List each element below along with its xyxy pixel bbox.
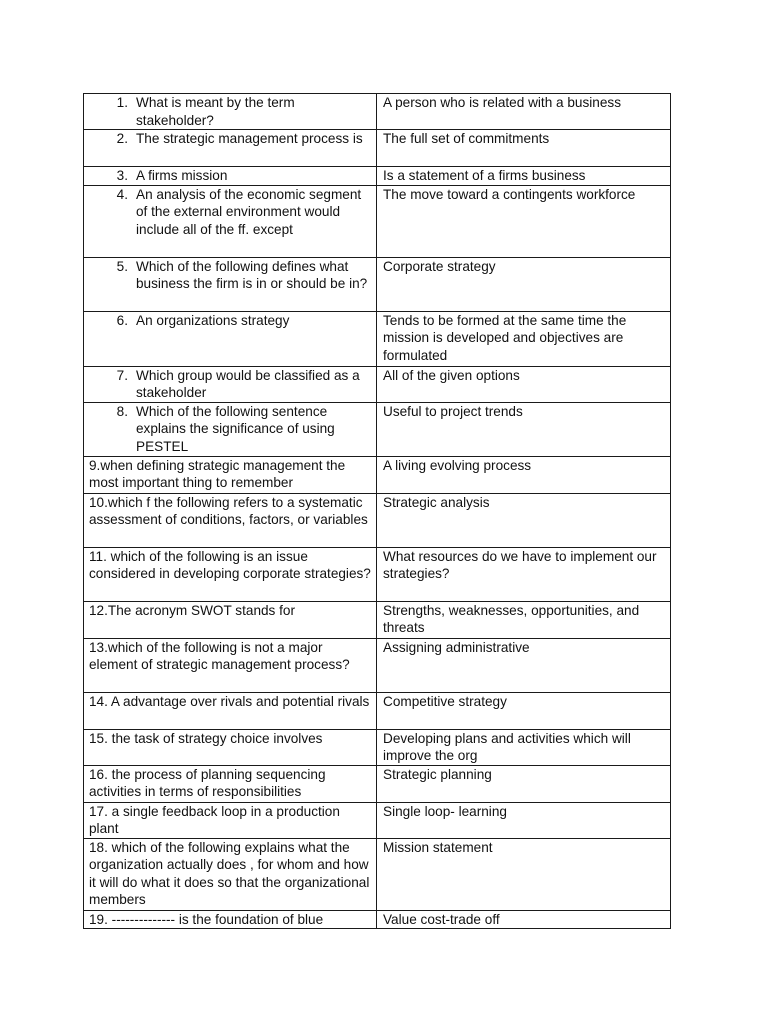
question-text: A firms mission <box>136 168 228 183</box>
question-text: What is meant by the term stakeholder? <box>136 95 295 128</box>
question-number: 8. <box>116 403 128 419</box>
question-cell <box>84 130 377 167</box>
answer-cell: Strategic planning <box>377 765 671 802</box>
question-text: An organizations strategy <box>136 312 290 328</box>
question-cell: 14. A advantage over rivals and potential rivals <box>84 692 377 729</box>
table-row <box>84 456 671 493</box>
question-number: 6. <box>116 312 128 328</box>
answer-cell: The full set of commitments <box>377 130 671 167</box>
question-text: Which of the following sentence explains the significance of using PESTEL <box>136 403 335 454</box>
table-row <box>84 402 671 456</box>
answer-cell: Single loop- learning <box>377 802 671 838</box>
question-number: 2. <box>116 131 128 146</box>
answer-cell: Assigning administrative <box>377 638 671 692</box>
table-row <box>84 802 671 838</box>
question-cell <box>84 257 377 311</box>
question-cell: 17. a single feedback loop in a production plant <box>84 802 377 838</box>
answer-cell: Value cost-trade off <box>377 910 671 929</box>
table-row <box>84 547 671 601</box>
answer-cell: Developing plans and activities which will improve the org <box>377 729 671 765</box>
table-row <box>84 257 671 311</box>
answer-cell: All of the given options <box>377 366 671 402</box>
question-cell: 15. the task of strategy choice involves <box>84 729 377 765</box>
question-cell: 12.The acronym SWOT stands for <box>84 601 377 638</box>
question-number: 5. <box>116 258 128 274</box>
table-row <box>84 366 671 402</box>
question-cell <box>84 366 377 402</box>
answer-cell: What resources do we have to implement our strategies? <box>377 547 671 601</box>
table-row <box>84 638 671 692</box>
answer-cell: Mission statement <box>377 838 671 910</box>
table-row <box>84 493 671 547</box>
qa-table <box>83 93 671 929</box>
question-cell: 19. -------------- is the foundation of blue <box>84 910 377 929</box>
table-row <box>84 185 671 257</box>
question-number: 3. <box>116 168 128 183</box>
question-cell <box>84 402 377 456</box>
answer-cell: Corporate strategy <box>377 257 671 311</box>
answer-cell: Tends to be formed at the same time the mission is developed and objectives are formulated <box>377 311 671 366</box>
answer-cell: A person who is related with a business <box>377 94 671 130</box>
answer-cell: Strategic analysis <box>377 493 671 547</box>
question-number: 4. <box>116 186 128 202</box>
question-cell: 11. which of the following is an issue considered in developing corporate strategies? <box>84 547 377 601</box>
question-cell: 9.when defining strategic management the most important thing to remember <box>84 456 377 493</box>
question-text: Which group would be classified as a stakeholder <box>136 367 360 400</box>
question-cell: 10.which f the following refers to a systematic assessment of conditions, factors, or variables <box>84 493 377 547</box>
question-cell: 18. which of the following explains what the organization actually does , for whom and how it will do what it does so that the organizational members <box>84 838 377 910</box>
answer-cell: Useful to project trends <box>377 402 671 456</box>
table-row <box>84 94 671 130</box>
question-cell: 16. the process of planning sequencing activities in terms of responsibilities <box>84 765 377 802</box>
table-row <box>84 167 671 186</box>
question-number: 7. <box>116 367 128 383</box>
table-row <box>84 601 671 638</box>
table-row <box>84 311 671 366</box>
question-cell <box>84 94 377 130</box>
table-row <box>84 838 671 910</box>
table-row <box>84 910 671 929</box>
question-cell <box>84 311 377 366</box>
question-text: Which of the following defines what business the firm is in or should be in? <box>136 258 368 291</box>
table-row <box>84 765 671 802</box>
answer-cell: Strengths, weaknesses, opportunities, and threats <box>377 601 671 638</box>
question-cell <box>84 167 377 186</box>
answer-cell: The move toward a contingents workforce <box>377 185 671 257</box>
table-row <box>84 692 671 729</box>
question-cell: 13.which of the following is not a major element of strategic management process? <box>84 638 377 692</box>
question-text: The strategic management process is <box>136 131 363 146</box>
answer-cell: A living evolving process <box>377 456 671 493</box>
question-text: An analysis of the economic segment of the external environment would include all of the ff. except <box>136 186 362 237</box>
table-row <box>84 130 671 167</box>
answer-cell: Is a statement of a firms business <box>377 167 671 186</box>
question-cell <box>84 185 377 257</box>
question-number: 1. <box>116 95 128 110</box>
answer-cell: Competitive strategy <box>377 692 671 729</box>
table-row <box>84 729 671 765</box>
